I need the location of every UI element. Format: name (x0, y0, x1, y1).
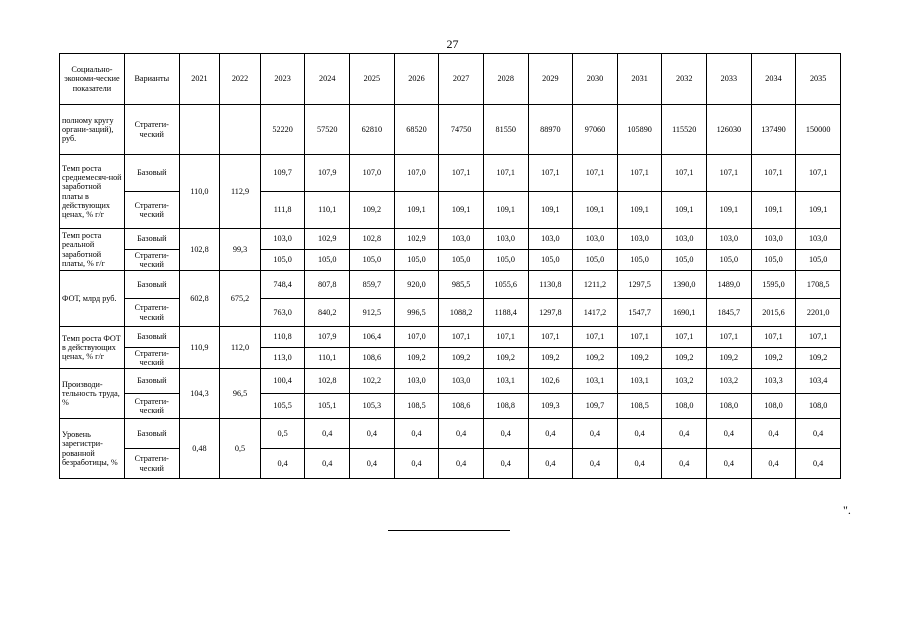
variant-cell: Базовый (124, 369, 179, 394)
value-cell: 107,1 (707, 155, 752, 192)
value-cell: 1188,4 (483, 299, 528, 327)
header-year: 2025 (350, 54, 395, 105)
table-body (60, 54, 841, 479)
value-cell: 107,0 (350, 155, 395, 192)
value-cell: 111,8 (260, 192, 305, 229)
value-cell: 0,4 (796, 419, 841, 449)
value-cell: 109,2 (707, 348, 752, 369)
value-cell: 102,9 (305, 229, 350, 250)
value-cell: 105,0 (617, 250, 662, 271)
header-year: 2022 (220, 54, 261, 105)
variant-cell: Стратеги-ческий (124, 299, 179, 327)
indicator-cell: ФОТ, млрд руб. (60, 271, 125, 327)
value-cell: 1845,7 (707, 299, 752, 327)
value-cell: 103,0 (662, 229, 707, 250)
value-cell: 1055,6 (483, 271, 528, 299)
value-cell: 81550 (483, 105, 528, 155)
indicator-cell: Уровень зарегистри-рованной безработицы, % (60, 419, 125, 479)
value-cell: 107,1 (573, 155, 618, 192)
value-cell: 107,1 (751, 155, 796, 192)
value-cell: 103,2 (662, 369, 707, 394)
value-cell: 107,1 (662, 327, 707, 348)
value-cell: 0,4 (439, 449, 484, 479)
value-cell: 105,0 (350, 250, 395, 271)
value-cell: 109,1 (439, 192, 484, 229)
table-row (60, 155, 841, 192)
value-cell: 0,4 (662, 449, 707, 479)
footer-rule (388, 530, 510, 531)
value-cell: 1130,8 (528, 271, 573, 299)
value-cell: 107,0 (394, 327, 439, 348)
value-cell: 0,4 (394, 419, 439, 449)
header-row (60, 54, 841, 105)
value-cell: 103,0 (796, 229, 841, 250)
value-cell: 110,8 (260, 327, 305, 348)
value-cell: 108,0 (796, 394, 841, 419)
value-cell: 109,1 (751, 192, 796, 229)
value-cell: 0,4 (617, 419, 662, 449)
table-row (60, 327, 841, 348)
variant-cell: Стратеги-ческий (124, 348, 179, 369)
value-cell: 109,2 (573, 348, 618, 369)
value-cell: 109,2 (483, 348, 528, 369)
header-year: 2032 (662, 54, 707, 105)
value-cell: 1489,0 (707, 271, 752, 299)
value-2022-cell: 675,2 (220, 271, 261, 327)
indicator-cell: Темп роста ФОТ в действующих ценах, % г/г (60, 327, 125, 369)
indicator-cell: Темп роста среднемесяч-ной заработной платы в действующих ценах, % г/г (60, 155, 125, 229)
header-year: 2024 (305, 54, 350, 105)
value-cell: 1417,2 (573, 299, 618, 327)
value-cell: 109,2 (528, 348, 573, 369)
value-cell: 1088,2 (439, 299, 484, 327)
value-cell: 102,2 (350, 369, 395, 394)
value-cell: 103,0 (573, 229, 618, 250)
value-cell: 68520 (394, 105, 439, 155)
value-cell: 996,5 (394, 299, 439, 327)
value-cell: 920,0 (394, 271, 439, 299)
table-row (60, 299, 841, 327)
header-year: 2033 (707, 54, 752, 105)
value-cell: 0,4 (796, 449, 841, 479)
header-year: 2030 (573, 54, 618, 105)
value-cell: 102,6 (528, 369, 573, 394)
value-cell: 110,1 (305, 348, 350, 369)
value-cell: 108,0 (751, 394, 796, 419)
value-cell: 108,8 (483, 394, 528, 419)
value-2022-cell: 112,9 (220, 155, 261, 229)
value-cell: 109,2 (394, 348, 439, 369)
value-2021-cell (179, 105, 220, 155)
value-cell: 107,1 (483, 327, 528, 348)
value-2021-cell: 602,8 (179, 271, 220, 327)
value-cell: 105,5 (260, 394, 305, 419)
header-variant: Варианты (124, 54, 179, 105)
value-cell: 108,0 (662, 394, 707, 419)
value-cell: 103,0 (439, 369, 484, 394)
header-year: 2034 (751, 54, 796, 105)
value-cell: 107,0 (394, 155, 439, 192)
value-cell: 103,3 (751, 369, 796, 394)
value-cell: 109,1 (707, 192, 752, 229)
value-cell: 105,0 (439, 250, 484, 271)
value-cell: 0,4 (707, 449, 752, 479)
variant-cell: Стратеги-ческий (124, 394, 179, 419)
value-cell: 0,4 (573, 449, 618, 479)
value-cell: 105,0 (528, 250, 573, 271)
value-cell: 103,0 (528, 229, 573, 250)
value-cell: 150000 (796, 105, 841, 155)
value-cell: 88970 (528, 105, 573, 155)
table-row (60, 419, 841, 449)
value-cell: 807,8 (305, 271, 350, 299)
value-cell: 0,4 (305, 419, 350, 449)
value-cell: 107,1 (528, 327, 573, 348)
value-2022-cell: 112,0 (220, 327, 261, 369)
value-cell: 109,1 (617, 192, 662, 229)
value-cell: 62810 (350, 105, 395, 155)
value-cell: 107,1 (483, 155, 528, 192)
value-2021-cell: 110,9 (179, 327, 220, 369)
value-2021-cell: 110,0 (179, 155, 220, 229)
value-cell: 0,5 (260, 419, 305, 449)
value-cell: 105,0 (751, 250, 796, 271)
header-year: 2035 (796, 54, 841, 105)
value-cell: 107,9 (305, 155, 350, 192)
value-cell: 105,0 (707, 250, 752, 271)
table-row (60, 105, 841, 155)
value-cell: 105,0 (483, 250, 528, 271)
header-year: 2026 (394, 54, 439, 105)
variant-cell: Стратеги-ческий (124, 250, 179, 271)
table-row (60, 271, 841, 299)
value-cell: 109,2 (796, 348, 841, 369)
value-2021-cell: 102,8 (179, 229, 220, 271)
value-cell: 103,1 (573, 369, 618, 394)
variant-cell: Стратеги-ческий (124, 105, 179, 155)
table-row (60, 394, 841, 419)
value-cell: 105,3 (350, 394, 395, 419)
value-cell: 108,5 (394, 394, 439, 419)
value-cell: 0,4 (350, 419, 395, 449)
indicators-table (59, 53, 841, 479)
variant-cell: Базовый (124, 419, 179, 449)
value-cell: 108,6 (350, 348, 395, 369)
value-cell: 137490 (751, 105, 796, 155)
value-cell: 108,5 (617, 394, 662, 419)
value-cell: 109,1 (662, 192, 707, 229)
value-2021-cell: 0,48 (179, 419, 220, 479)
value-cell: 107,1 (662, 155, 707, 192)
indicator-cell: Производи-тельность труда, % (60, 369, 125, 419)
value-cell: 0,4 (394, 449, 439, 479)
value-cell: 107,1 (617, 155, 662, 192)
value-cell: 1297,5 (617, 271, 662, 299)
value-cell: 0,4 (662, 419, 707, 449)
value-cell: 97060 (573, 105, 618, 155)
value-cell: 107,1 (796, 327, 841, 348)
value-cell: 109,1 (483, 192, 528, 229)
value-cell: 109,2 (751, 348, 796, 369)
value-cell: 107,1 (617, 327, 662, 348)
table-row (60, 192, 841, 229)
variant-cell: Стратеги-ческий (124, 192, 179, 229)
value-cell: 0,4 (528, 419, 573, 449)
value-cell: 107,1 (573, 327, 618, 348)
value-cell: 109,7 (573, 394, 618, 419)
value-cell: 985,5 (439, 271, 484, 299)
value-cell: 109,1 (573, 192, 618, 229)
value-2022-cell (220, 105, 261, 155)
value-cell: 0,4 (483, 449, 528, 479)
value-cell: 103,0 (751, 229, 796, 250)
value-cell: 103,1 (483, 369, 528, 394)
value-2022-cell: 96,5 (220, 369, 261, 419)
value-cell: 113,0 (260, 348, 305, 369)
value-cell: 103,0 (394, 369, 439, 394)
value-cell: 0,4 (573, 419, 618, 449)
value-cell: 108,6 (439, 394, 484, 419)
header-year: 2029 (528, 54, 573, 105)
value-cell: 0,4 (617, 449, 662, 479)
value-cell: 109,1 (796, 192, 841, 229)
value-cell: 103,0 (260, 229, 305, 250)
variant-cell: Стратеги-ческий (124, 449, 179, 479)
value-cell: 57520 (305, 105, 350, 155)
value-cell: 109,2 (662, 348, 707, 369)
table-row (60, 348, 841, 369)
page-number: 27 (446, 37, 459, 51)
value-cell: 0,4 (528, 449, 573, 479)
value-cell: 109,3 (528, 394, 573, 419)
value-cell: 107,1 (439, 155, 484, 192)
value-cell: 108,0 (707, 394, 752, 419)
value-cell: 1708,5 (796, 271, 841, 299)
header-year: 2028 (483, 54, 528, 105)
value-cell: 103,2 (707, 369, 752, 394)
value-cell: 0,4 (305, 449, 350, 479)
value-cell: 109,2 (350, 192, 395, 229)
value-cell: 105,0 (573, 250, 618, 271)
value-cell: 840,2 (305, 299, 350, 327)
value-cell: 102,8 (305, 369, 350, 394)
variant-cell: Базовый (124, 271, 179, 299)
value-cell: 106,4 (350, 327, 395, 348)
value-cell: 107,1 (751, 327, 796, 348)
header-year: 2027 (439, 54, 484, 105)
value-cell: 103,4 (796, 369, 841, 394)
value-cell: 115520 (662, 105, 707, 155)
value-cell: 107,1 (796, 155, 841, 192)
value-cell: 0,4 (260, 449, 305, 479)
indicator-cell: Темп роста реальной заработной платы, % г/г (60, 229, 125, 271)
value-cell: 107,1 (439, 327, 484, 348)
value-cell: 1297,8 (528, 299, 573, 327)
value-cell: 100,4 (260, 369, 305, 394)
value-cell: 859,7 (350, 271, 395, 299)
table-row (60, 369, 841, 394)
value-cell: 105,1 (305, 394, 350, 419)
header-indicator: Социально-экономи-ческие показатели (60, 54, 125, 105)
value-cell: 0,4 (751, 449, 796, 479)
value-cell: 0,4 (350, 449, 395, 479)
header-year: 2023 (260, 54, 305, 105)
value-cell: 2015,6 (751, 299, 796, 327)
value-cell: 103,0 (617, 229, 662, 250)
value-cell: 0,4 (483, 419, 528, 449)
value-cell: 763,0 (260, 299, 305, 327)
value-cell: 109,2 (617, 348, 662, 369)
value-cell: 102,9 (394, 229, 439, 250)
value-cell: 110,1 (305, 192, 350, 229)
value-cell: 103,1 (617, 369, 662, 394)
table-row (60, 449, 841, 479)
value-cell: 109,1 (528, 192, 573, 229)
value-cell: 103,0 (483, 229, 528, 250)
value-cell: 1690,1 (662, 299, 707, 327)
value-cell: 105,0 (394, 250, 439, 271)
value-cell: 912,5 (350, 299, 395, 327)
value-cell: 0,4 (751, 419, 796, 449)
value-cell: 109,1 (394, 192, 439, 229)
variant-cell: Базовый (124, 229, 179, 250)
value-cell: 103,0 (439, 229, 484, 250)
value-cell: 105,0 (260, 250, 305, 271)
value-2021-cell: 104,3 (179, 369, 220, 419)
header-year: 2021 (179, 54, 220, 105)
indicator-cell: полному кругу органи-заций), руб. (60, 105, 125, 155)
value-cell: 107,1 (528, 155, 573, 192)
header-year: 2031 (617, 54, 662, 105)
value-cell: 103,0 (707, 229, 752, 250)
value-cell: 105890 (617, 105, 662, 155)
value-cell: 105,0 (305, 250, 350, 271)
value-cell: 109,2 (439, 348, 484, 369)
value-cell: 105,0 (662, 250, 707, 271)
value-cell: 52220 (260, 105, 305, 155)
variant-cell: Базовый (124, 327, 179, 348)
value-cell: 109,7 (260, 155, 305, 192)
value-cell: 0,4 (707, 419, 752, 449)
value-cell: 107,9 (305, 327, 350, 348)
value-cell: 1595,0 (751, 271, 796, 299)
value-2022-cell: 0,5 (220, 419, 261, 479)
value-cell: 2201,0 (796, 299, 841, 327)
value-cell: 74750 (439, 105, 484, 155)
value-2022-cell: 99,3 (220, 229, 261, 271)
value-cell: 1547,7 (617, 299, 662, 327)
closing-quote: ". (843, 503, 851, 517)
value-cell: 107,1 (707, 327, 752, 348)
value-cell: 748,4 (260, 271, 305, 299)
value-cell: 1211,2 (573, 271, 618, 299)
value-cell: 126030 (707, 105, 752, 155)
table-row (60, 229, 841, 250)
value-cell: 1390,0 (662, 271, 707, 299)
table-row (60, 250, 841, 271)
value-cell: 102,8 (350, 229, 395, 250)
variant-cell: Базовый (124, 155, 179, 192)
value-cell: 105,0 (796, 250, 841, 271)
value-cell: 0,4 (439, 419, 484, 449)
